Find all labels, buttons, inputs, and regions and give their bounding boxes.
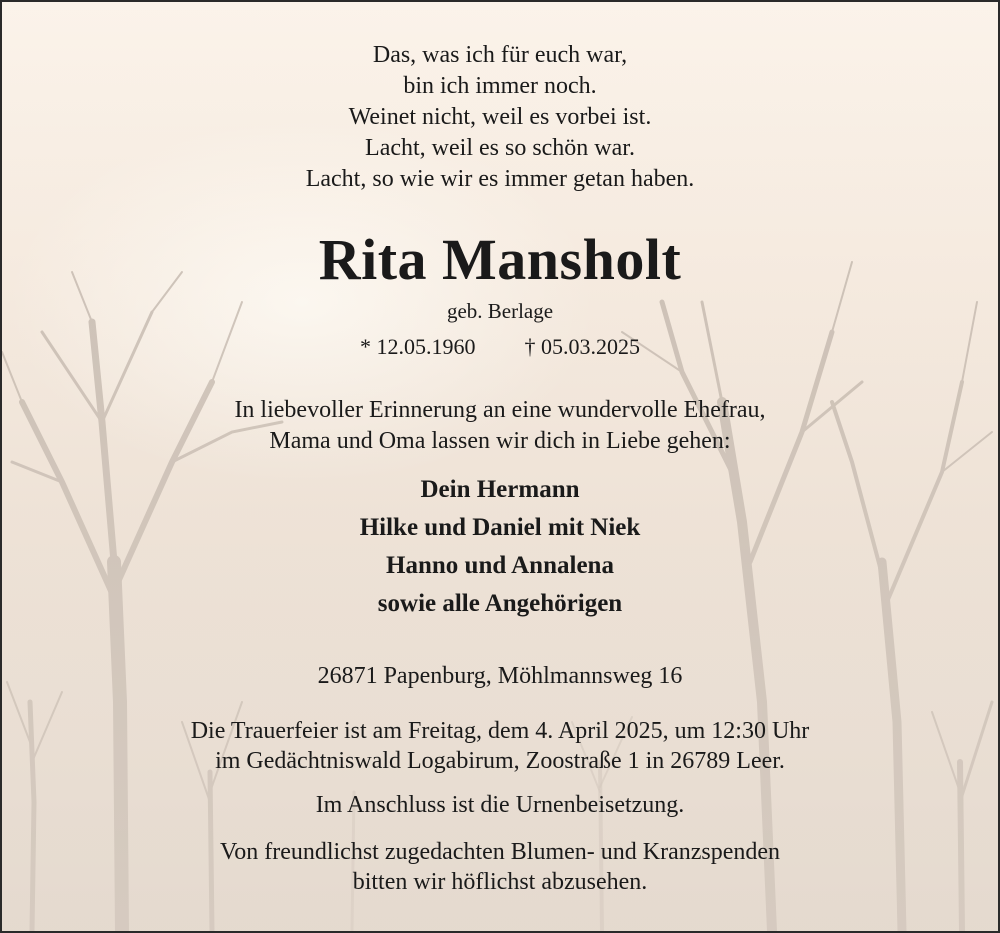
poem-line: bin ich immer noch. [403,73,597,99]
flowers-line: bitten wir höflichst abzusehen. [352,869,648,895]
mourner-line: sowie alle Angehörigen [377,590,623,617]
life-dates [2,334,998,360]
birth-date: * 12.05.1960 [360,334,476,359]
poem-line: Weinet nicht, weil es vorbei ist. [348,104,652,130]
address: 26871 Papenburg, Möhlmannsweg 16 [317,663,683,689]
ceremony-line: im Gedächtniswald Logabirum, Zoostraße 1 in 26789 Leer. [215,748,785,774]
ceremony-line: Die Trauerfeier ist am Freitag, dem 4. April 2025, um 12:30 Uhr [190,718,810,744]
flowers-line: Von freundlichst zugedachten Blumen- und Kranzspenden [219,839,781,865]
poem-line: Das, was ich für euch war, [372,42,628,68]
poem-line: Lacht, weil es so schön war. [365,135,635,161]
birth-name: geb. Berlage [446,299,554,323]
mourner-line: Dein Hermann [420,476,580,503]
remembrance-line: Mama und Oma lassen wir dich in Liebe gehen: [269,428,731,454]
mourner-line: Hanno und Annalena [386,552,614,579]
burial-note: Im Anschluss ist die Urnenbeisetzung. [315,792,685,818]
remembrance-line: In liebevoller Erinnerung an eine wundervolle Ehefrau, [234,397,766,423]
death-date: † 05.03.2025 [524,334,640,359]
deceased-name: Rita Mansholt [318,227,682,292]
poem-line: Lacht, so wie wir es immer getan haben. [305,166,695,192]
mourner-line: Hilke und Daniel mit Niek [359,514,641,541]
